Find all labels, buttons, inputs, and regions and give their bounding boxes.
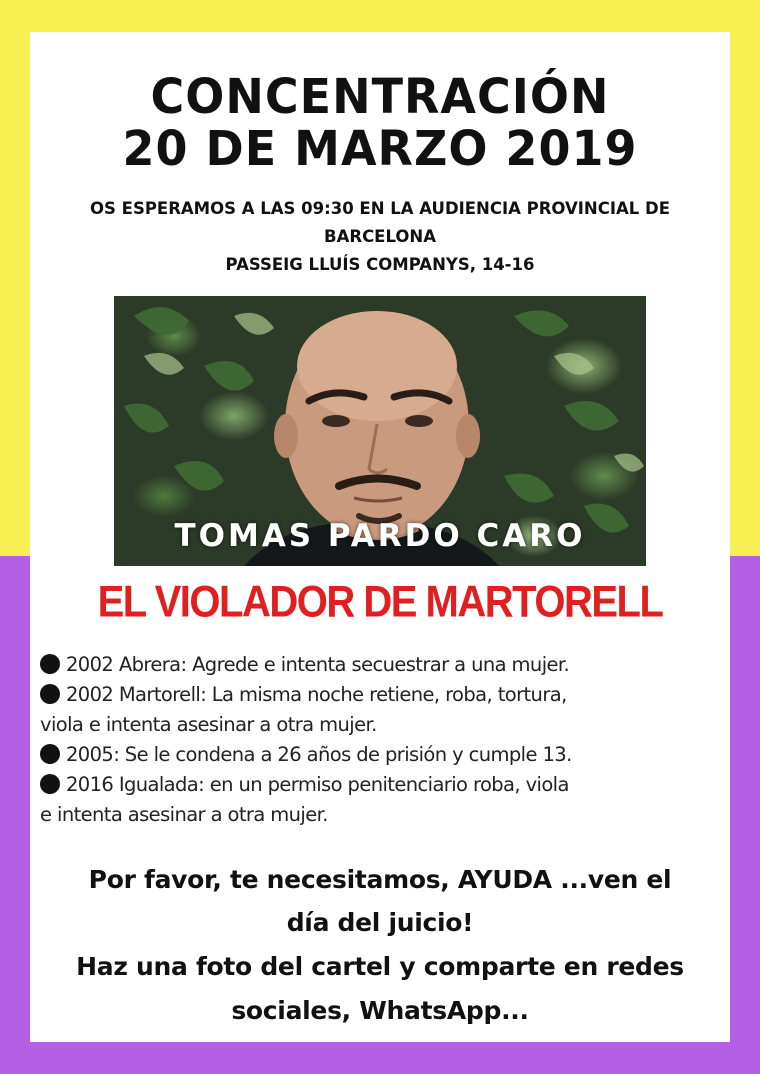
fact-text: 2002 Martorell: La misma noche retiene, roba, tortura, [66, 683, 567, 706]
photo-caption-name: TOMAS PARDO CARO [174, 518, 586, 554]
fact-item [40, 740, 720, 770]
call-to-action-line3: Haz una foto del cartel y comparte en redes [76, 952, 684, 981]
headline: EL VIOLADOR DE MARTORELL [97, 577, 663, 627]
fact-text: viola e intenta asesinar a otra mujer. [40, 713, 377, 736]
bullet-icon [40, 684, 60, 704]
bullet-icon [40, 654, 60, 674]
call-to-action-line4: sociales, WhatsApp... [231, 996, 529, 1025]
bullet-icon [40, 744, 60, 764]
facts-list [40, 650, 720, 830]
fact-text: 2002 Abrera: Agrede e intenta secuestrar a una mujer. [66, 653, 570, 676]
fact-text: e intenta asesinar a otra mujer. [40, 803, 328, 826]
info-time-place: OS ESPERAMOS A LAS 09:30 EN LA AUDIENCIA PROVINCIAL DE [90, 199, 670, 218]
info-city: BARCELONA [324, 227, 436, 246]
fact-text: 2016 Igualada: en un permiso penitenciario roba, viola [66, 773, 569, 796]
fact-item-continuation [40, 800, 720, 830]
poster-card [30, 32, 730, 1042]
fact-text: 2005: Se le condena a 26 años de prisión y cumple 13. [66, 743, 572, 766]
portrait-photo [114, 296, 646, 566]
poster-title-date: 20 DE MARZO 2019 [122, 119, 638, 177]
fact-item [40, 650, 720, 680]
fact-item [40, 770, 720, 800]
bullet-icon [40, 774, 60, 794]
poster-title-line1: CONCENTRACIÓN [150, 67, 610, 125]
fact-item-continuation [40, 710, 720, 740]
call-to-action-line1: Por favor, te necesitamos, AYUDA ...ven el [88, 865, 672, 894]
fact-item [40, 680, 720, 710]
call-to-action-line2: día del juicio! [286, 908, 474, 937]
info-address: PASSEIG LLUÍS COMPANYS, 14-16 [225, 255, 535, 274]
